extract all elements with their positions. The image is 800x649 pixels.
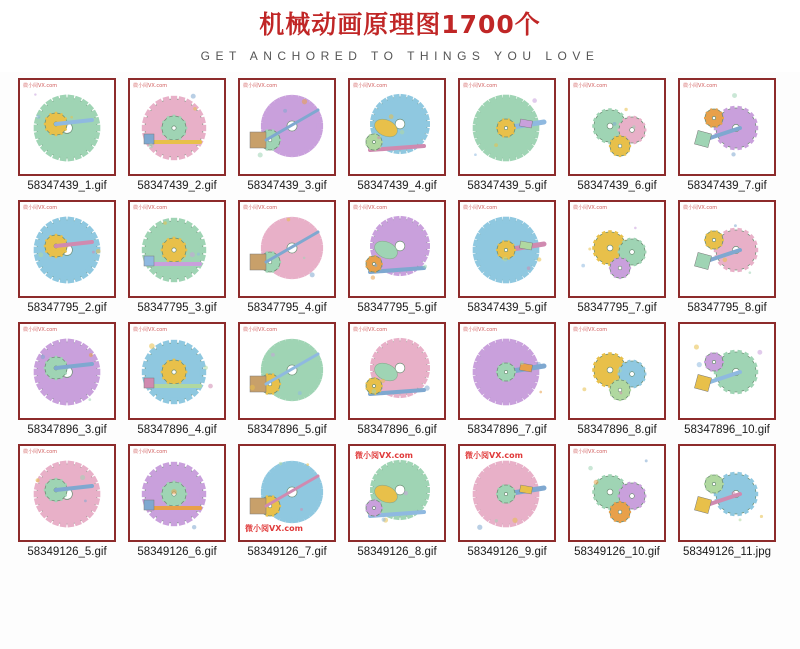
thumbnail-image[interactable] — [128, 444, 226, 542]
thumbnail-item[interactable] — [562, 200, 672, 315]
mechanism-illustration — [460, 80, 554, 174]
thumbnail-image[interactable] — [568, 322, 666, 420]
thumbnail-caption: 58347896_7.gif — [467, 424, 547, 436]
mechanism-illustration — [680, 446, 774, 540]
mechanism-illustration — [680, 80, 774, 174]
thumbnail-item[interactable] — [342, 200, 452, 315]
page-header — [0, 0, 800, 72]
thumbnail-item[interactable] — [672, 322, 782, 437]
mechanism-illustration — [350, 202, 444, 296]
thumbnail-image[interactable] — [238, 444, 336, 542]
thumbnail-caption: 58347795_7.gif — [577, 302, 657, 314]
thumbnail-image[interactable] — [348, 444, 446, 542]
watermark-text: 微小阅VX.com — [683, 205, 718, 211]
thumbnail-item[interactable] — [452, 78, 562, 193]
watermark-text: 微小阅VX.com — [23, 327, 58, 333]
mechanism-illustration — [570, 202, 664, 296]
thumbnail-caption: 58347439_4.gif — [357, 180, 437, 192]
mechanism-illustration — [680, 202, 774, 296]
mechanism-illustration — [130, 446, 224, 540]
thumbnail-caption: 58347795_4.gif — [247, 302, 327, 314]
thumbnail-caption: 58349126_10.gif — [574, 546, 660, 558]
thumbnail-item[interactable] — [232, 78, 342, 193]
mechanism-illustration — [130, 202, 224, 296]
thumbnail-item[interactable] — [232, 200, 342, 315]
thumbnail-image[interactable] — [348, 322, 446, 420]
watermark-text: 微小阅VX.com — [245, 524, 303, 533]
thumbnail-item[interactable] — [232, 322, 342, 437]
thumbnail-item[interactable] — [12, 322, 122, 437]
thumbnail-caption: 58349126_8.gif — [357, 546, 437, 558]
thumbnail-item[interactable] — [452, 200, 562, 315]
thumbnail-caption: 58349126_5.gif — [27, 546, 107, 558]
thumbnail-caption: 58347795_2.gif — [27, 302, 107, 314]
thumbnail-item[interactable] — [342, 78, 452, 193]
thumbnail-item[interactable] — [562, 444, 672, 559]
thumbnail-image[interactable] — [568, 200, 666, 298]
watermark-text: 微小阅VX.com — [573, 327, 608, 333]
watermark-text: 微小阅VX.com — [133, 83, 168, 89]
mechanism-illustration — [460, 324, 554, 418]
watermark-text: 微小阅VX.com — [353, 83, 388, 89]
watermark-text: 微小阅VX.com — [463, 205, 498, 211]
thumbnail-image[interactable] — [238, 322, 336, 420]
watermark-text: 微小阅VX.com — [133, 205, 168, 211]
thumbnail-image[interactable] — [348, 200, 446, 298]
mechanism-illustration — [570, 324, 664, 418]
thumbnail-caption: 58349126_6.gif — [137, 546, 217, 558]
thumbnail-caption: 58349126_7.gif — [247, 546, 327, 558]
thumbnail-image[interactable] — [238, 78, 336, 176]
thumbnail-caption: 58347439_3.gif — [247, 180, 327, 192]
thumbnail-item[interactable] — [12, 78, 122, 193]
watermark-text: 微小阅VX.com — [573, 449, 608, 455]
watermark-text: 微小阅VX.com — [243, 205, 278, 211]
thumbnail-item[interactable] — [452, 322, 562, 437]
thumbnail-item[interactable] — [672, 200, 782, 315]
thumbnail-image[interactable] — [18, 444, 116, 542]
mechanism-illustration — [570, 80, 664, 174]
thumbnail-item[interactable] — [12, 200, 122, 315]
thumbnail-image[interactable] — [568, 78, 666, 176]
mechanism-illustration — [20, 446, 114, 540]
watermark-text: 微小阅VX.com — [355, 451, 413, 460]
thumbnail-caption: 58347439_5.gif — [467, 180, 547, 192]
mechanism-illustration — [680, 324, 774, 418]
watermark-text: 微小阅VX.com — [133, 449, 168, 455]
thumbnail-caption: 58347896_8.gif — [577, 424, 657, 436]
thumbnail-caption: 58347795_3.gif — [137, 302, 217, 314]
thumbnail-item[interactable] — [232, 444, 342, 559]
thumbnail-caption: 58347896_4.gif — [137, 424, 217, 436]
thumbnail-grid — [12, 78, 788, 566]
mechanism-illustration — [240, 202, 334, 296]
mechanism-illustration — [460, 202, 554, 296]
thumbnail-image[interactable] — [458, 322, 556, 420]
watermark-text: 微小阅VX.com — [353, 327, 388, 333]
thumbnail-item[interactable] — [122, 322, 232, 437]
thumbnail-item[interactable] — [672, 78, 782, 193]
mechanism-illustration — [130, 324, 224, 418]
watermark-text: 微小阅VX.com — [23, 449, 58, 455]
thumbnail-caption: 58349126_9.gif — [467, 546, 547, 558]
thumbnail-image[interactable] — [348, 78, 446, 176]
thumbnail-image[interactable] — [128, 322, 226, 420]
page-subtitle: GET ANCHORED TO THINGS YOU LOVE — [200, 49, 600, 63]
thumbnail-caption: 58347896_10.gif — [684, 424, 770, 436]
thumbnail-image[interactable] — [678, 200, 776, 298]
thumbnail-caption: 58347439_2.gif — [137, 180, 217, 192]
watermark-text: 微小阅VX.com — [133, 327, 168, 333]
watermark-text: 微小阅VX.com — [465, 451, 523, 460]
thumbnail-item[interactable] — [562, 322, 672, 437]
mechanism-illustration — [570, 446, 664, 540]
thumbnail-image[interactable] — [18, 78, 116, 176]
page-title: 机械动画原理图1700个 — [259, 10, 541, 39]
mechanism-illustration — [20, 80, 114, 174]
thumbnail-image[interactable] — [18, 200, 116, 298]
thumbnail-item[interactable] — [122, 78, 232, 193]
watermark-text: 微小阅VX.com — [573, 83, 608, 89]
mechanism-illustration — [350, 324, 444, 418]
thumbnail-caption: 58349126_11.jpg — [682, 546, 772, 558]
thumbnail-caption: 58347795_5.gif — [357, 302, 437, 314]
watermark-text: 微小阅VX.com — [463, 327, 498, 333]
mechanism-illustration — [20, 202, 114, 296]
thumbnail-item[interactable] — [672, 444, 782, 559]
thumbnail-image[interactable] — [18, 322, 116, 420]
thumbnail-caption: 58347439_5.gif — [467, 302, 547, 314]
mechanism-illustration — [240, 80, 334, 174]
mechanism-illustration — [350, 80, 444, 174]
watermark-text: 微小阅VX.com — [683, 83, 718, 89]
thumbnail-item[interactable] — [452, 444, 562, 559]
thumbnail-item[interactable] — [562, 78, 672, 193]
watermark-text: 微小阅VX.com — [243, 83, 278, 89]
thumbnail-item[interactable] — [342, 444, 452, 559]
watermark-text: 微小阅VX.com — [463, 83, 498, 89]
mechanism-illustration — [130, 80, 224, 174]
thumbnail-image[interactable] — [458, 444, 556, 542]
thumbnail-image[interactable] — [458, 78, 556, 176]
thumbnail-caption: 58347896_3.gif — [27, 424, 107, 436]
thumbnail-caption: 58347439_1.gif — [27, 180, 107, 192]
thumbnail-caption: 58347896_5.gif — [247, 424, 327, 436]
watermark-text: 微小阅VX.com — [243, 327, 278, 333]
thumbnail-image[interactable] — [678, 322, 776, 420]
watermark-text: 微小阅VX.com — [23, 83, 58, 89]
thumbnail-item[interactable] — [342, 322, 452, 437]
thumbnail-image[interactable] — [678, 78, 776, 176]
mechanism-illustration — [20, 324, 114, 418]
thumbnail-image[interactable] — [458, 200, 556, 298]
thumbnail-image[interactable] — [128, 200, 226, 298]
mechanism-illustration — [240, 324, 334, 418]
thumbnail-caption: 58347896_6.gif — [357, 424, 437, 436]
thumbnail-item[interactable] — [122, 200, 232, 315]
thumbnail-image[interactable] — [238, 200, 336, 298]
thumbnail-caption: 58347439_7.gif — [687, 180, 767, 192]
thumbnail-image[interactable] — [568, 444, 666, 542]
watermark-text: 微小阅VX.com — [23, 205, 58, 211]
thumbnail-item[interactable] — [12, 444, 122, 559]
thumbnail-image[interactable] — [128, 78, 226, 176]
thumbnail-image[interactable] — [678, 444, 776, 542]
thumbnail-caption: 58347439_6.gif — [577, 180, 657, 192]
thumbnail-item[interactable] — [122, 444, 232, 559]
watermark-text: 微小阅VX.com — [353, 205, 388, 211]
thumbnail-caption: 58347795_8.gif — [687, 302, 767, 314]
watermark-text: 微小阅VX.com — [573, 205, 608, 211]
